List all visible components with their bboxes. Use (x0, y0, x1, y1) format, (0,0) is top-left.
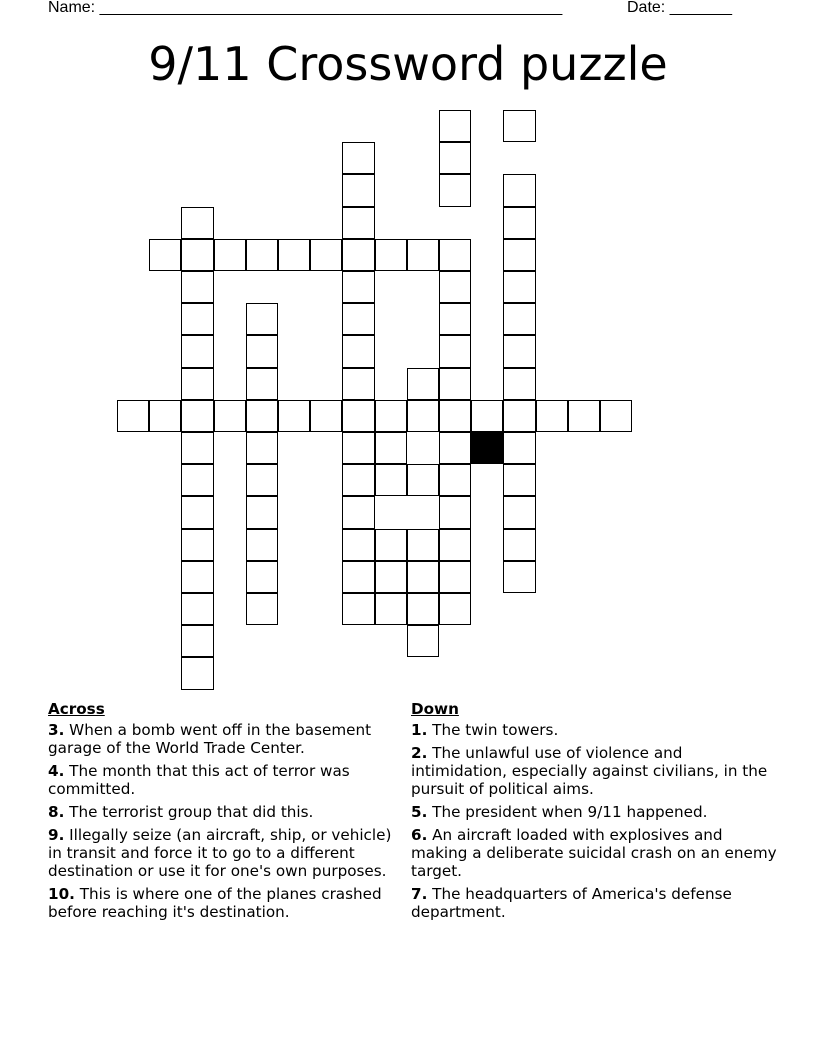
crossword-cell[interactable] (439, 142, 471, 174)
crossword-cell[interactable] (342, 239, 374, 271)
clue-item-text: An aircraft loaded with explosives and making a deliberate suicidal crash on an enemy target. (411, 826, 777, 880)
crossword-cell[interactable] (439, 303, 471, 335)
crossword-cell[interactable] (503, 271, 535, 303)
crossword-cell[interactable] (214, 400, 246, 432)
clue-item (411, 744, 781, 798)
crossword-cell[interactable] (600, 400, 632, 432)
crossword-cell[interactable] (407, 625, 439, 657)
crossword-cell[interactable] (214, 239, 246, 271)
crossword-cell[interactable] (503, 529, 535, 561)
crossword-cell[interactable] (181, 593, 213, 625)
crossword-cell[interactable] (149, 400, 181, 432)
crossword-cell[interactable] (503, 368, 535, 400)
crossword-cell[interactable] (439, 400, 471, 432)
crossword-cell[interactable] (117, 400, 149, 432)
clue-item (48, 803, 408, 821)
crossword-cell[interactable] (181, 368, 213, 400)
clue-item-number: 6. (411, 826, 428, 844)
clue-item-text: The president when 9/11 happened. (427, 803, 708, 821)
crossword-cell[interactable] (407, 464, 439, 496)
crossword-cell[interactable] (342, 142, 374, 174)
crossword-cell[interactable] (439, 593, 471, 625)
clue-item-text: Illegally seize (an aircraft, ship, or vehicle) in transit and force it to go to a different destination or use it for one's own purposes. (48, 826, 392, 880)
crossword-cell[interactable] (439, 529, 471, 561)
crossword-black-cell (471, 432, 503, 464)
crossword-cell[interactable] (375, 432, 407, 464)
crossword-cell[interactable] (503, 110, 535, 142)
crossword-cell[interactable] (246, 335, 278, 367)
crossword-cell[interactable] (310, 400, 342, 432)
crossword-cell[interactable] (246, 561, 278, 593)
crossword-cell[interactable] (536, 400, 568, 432)
clue-item-number: 1. (411, 721, 428, 739)
across-heading: Across (48, 700, 105, 718)
clue-item-number: 5. (411, 803, 428, 821)
clue-item-text: The headquarters of America's defense department. (411, 885, 732, 921)
crossword-cell[interactable] (181, 271, 213, 303)
crossword-cell[interactable] (407, 239, 439, 271)
crossword-cell[interactable] (407, 561, 439, 593)
clue-item (48, 885, 408, 921)
clue-item-text: The terrorist group that did this. (64, 803, 314, 821)
crossword-cell[interactable] (375, 464, 407, 496)
crossword-cell[interactable] (503, 303, 535, 335)
name-field-label: Name: ____________________________________________________ (48, 0, 563, 16)
crossword-cell[interactable] (278, 239, 310, 271)
crossword-cell[interactable] (342, 207, 374, 239)
crossword-cell[interactable] (310, 239, 342, 271)
crossword-cell[interactable] (278, 400, 310, 432)
crossword-cell[interactable] (181, 561, 213, 593)
crossword-cell[interactable] (407, 593, 439, 625)
down-clues (411, 700, 781, 926)
crossword-cell[interactable] (503, 400, 535, 432)
clue-item-number: 8. (48, 803, 65, 821)
clue-item (411, 826, 781, 880)
crossword-cell[interactable] (407, 400, 439, 432)
crossword-cell[interactable] (375, 239, 407, 271)
crossword-cell[interactable] (181, 400, 213, 432)
crossword-cell[interactable] (181, 657, 213, 689)
crossword-cell[interactable] (503, 239, 535, 271)
crossword-cell[interactable] (181, 207, 213, 239)
crossword-cell[interactable] (246, 303, 278, 335)
crossword-cell[interactable] (439, 335, 471, 367)
crossword-cell[interactable] (342, 529, 374, 561)
crossword-cell[interactable] (503, 207, 535, 239)
crossword-cell[interactable] (342, 400, 374, 432)
crossword-cell[interactable] (246, 400, 278, 432)
across-clue-list (48, 721, 408, 921)
crossword-cell[interactable] (503, 335, 535, 367)
crossword-cell[interactable] (246, 239, 278, 271)
crossword-cell[interactable] (503, 561, 535, 593)
clue-item (411, 885, 781, 921)
clue-item-text: This is where one of the planes crashed before reaching it's destination. (48, 885, 382, 921)
crossword-cell[interactable] (246, 529, 278, 561)
crossword-cell[interactable] (375, 561, 407, 593)
crossword-cell[interactable] (439, 464, 471, 496)
crossword-cell[interactable] (568, 400, 600, 432)
crossword-cell[interactable] (439, 239, 471, 271)
clue-item-number: 10. (48, 885, 75, 903)
crossword-cell[interactable] (407, 368, 439, 400)
crossword-cell[interactable] (342, 174, 374, 206)
clue-item (48, 762, 408, 798)
crossword-cell[interactable] (181, 303, 213, 335)
clue-item-number: 9. (48, 826, 65, 844)
clue-item-number: 4. (48, 762, 65, 780)
clue-item-number: 3. (48, 721, 65, 739)
crossword-cell[interactable] (181, 335, 213, 367)
down-clue-list (411, 721, 781, 921)
clue-item-text: When a bomb went off in the basement garage of the World Trade Center. (48, 721, 372, 757)
crossword-cell[interactable] (181, 432, 213, 464)
crossword-cell[interactable] (246, 368, 278, 400)
crossword-cell[interactable] (342, 593, 374, 625)
date-field-label: Date: _______ (627, 0, 732, 16)
crossword-cell[interactable] (439, 432, 471, 464)
clue-item (48, 826, 408, 880)
crossword-cell[interactable] (181, 464, 213, 496)
crossword-cell[interactable] (181, 529, 213, 561)
crossword-cell[interactable] (181, 239, 213, 271)
across-clues (48, 700, 408, 926)
clue-item-text: The unlawful use of violence and intimidation, especially against civilians, in the pursuit of political aims. (411, 744, 768, 798)
crossword-cell[interactable] (375, 400, 407, 432)
clue-item (48, 721, 408, 757)
clue-item (411, 803, 781, 821)
crossword-cell[interactable] (375, 593, 407, 625)
crossword-cell[interactable] (342, 496, 374, 528)
crossword-cell[interactable] (342, 561, 374, 593)
crossword-cell[interactable] (439, 271, 471, 303)
crossword-cell[interactable] (246, 432, 278, 464)
clue-item (411, 721, 781, 739)
crossword-cell[interactable] (246, 496, 278, 528)
crossword-cell[interactable] (181, 496, 213, 528)
clue-item-number: 2. (411, 744, 428, 762)
crossword-cell[interactable] (439, 561, 471, 593)
crossword-cell[interactable] (342, 303, 374, 335)
crossword-cell[interactable] (342, 271, 374, 303)
crossword-cell[interactable] (439, 174, 471, 206)
crossword-cell[interactable] (503, 432, 535, 464)
crossword-cell[interactable] (246, 593, 278, 625)
clue-item-text: The twin towers. (427, 721, 559, 739)
crossword-cell[interactable] (181, 625, 213, 657)
page-title: 9/11 Crossword puzzle (148, 37, 668, 91)
crossword-cell[interactable] (503, 174, 535, 206)
down-heading: Down (411, 700, 459, 718)
crossword-cell[interactable] (503, 496, 535, 528)
crossword-cell[interactable] (503, 464, 535, 496)
crossword-cell[interactable] (471, 400, 503, 432)
crossword-cell[interactable] (342, 464, 374, 496)
crossword-cell[interactable] (149, 239, 181, 271)
crossword-cell[interactable] (407, 529, 439, 561)
clue-item-number: 7. (411, 885, 428, 903)
crossword-cell[interactable] (342, 335, 374, 367)
crossword-cell[interactable] (375, 529, 407, 561)
crossword-cell[interactable] (342, 432, 374, 464)
crossword-cell[interactable] (439, 496, 471, 528)
crossword-cell[interactable] (246, 464, 278, 496)
crossword-cell[interactable] (439, 368, 471, 400)
crossword-cell[interactable] (342, 368, 374, 400)
crossword-cell[interactable] (439, 110, 471, 142)
clue-item-text: The month that this act of terror was committed. (48, 762, 350, 798)
